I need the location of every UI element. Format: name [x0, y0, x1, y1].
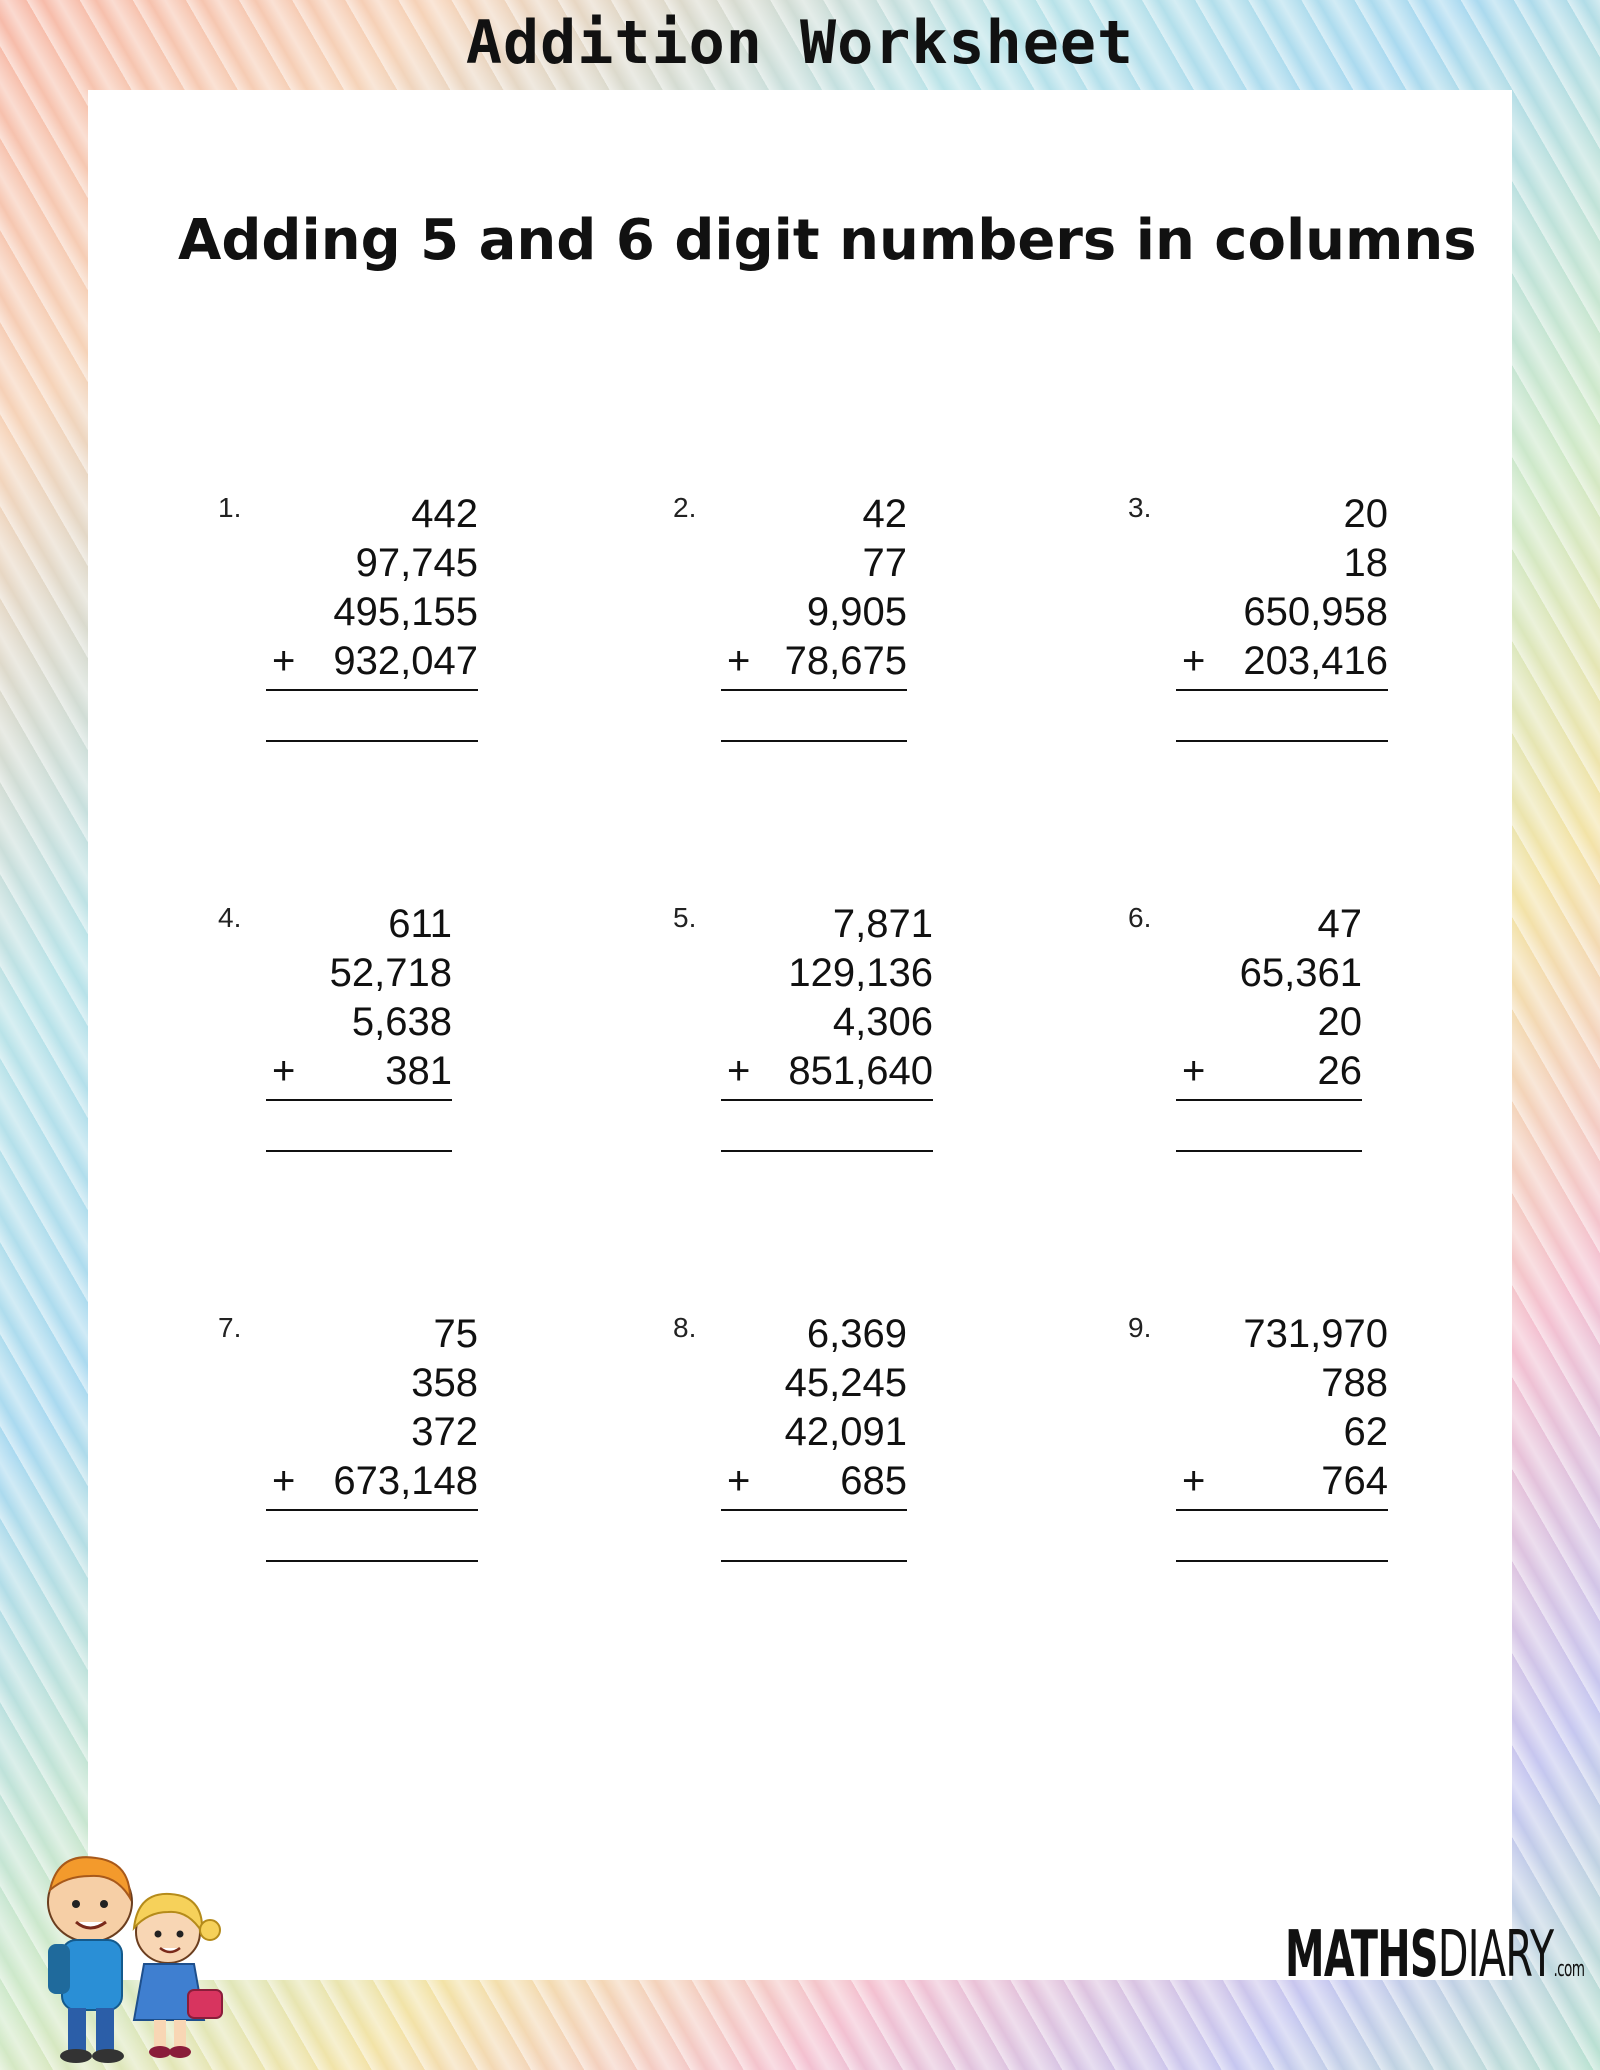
problem-2: [673, 490, 1013, 770]
addition-stack: [1176, 490, 1388, 742]
sum-rule: [721, 1099, 933, 1101]
logo-suffix: .com: [1553, 1957, 1585, 1982]
sum-rule: [266, 1509, 478, 1511]
problem-number: 5.: [673, 902, 697, 933]
answer-line: [266, 1150, 452, 1152]
addend: 97,745: [355, 541, 478, 585]
addition-stack: [266, 1310, 478, 1562]
addend: 4,306: [832, 1000, 933, 1044]
last-addend-row: [1176, 1457, 1388, 1506]
problem-number: 2.: [673, 492, 697, 523]
addition-stack: [1176, 1310, 1388, 1562]
worksheet-sheet: [88, 90, 1512, 1980]
addend: 9,905: [806, 590, 907, 634]
sum-rule: [721, 1509, 907, 1511]
answer-line: [721, 1560, 907, 1562]
kids-illustration: [18, 1840, 238, 2070]
addend: 65,361: [1239, 951, 1362, 995]
last-addend-row: [1176, 1047, 1362, 1096]
addend: 851,640: [788, 1049, 933, 1093]
addend: 129,136: [788, 951, 933, 995]
logo-light-part: DIARY: [1437, 1918, 1554, 1992]
problem-number: 8.: [673, 1312, 697, 1343]
last-addend-row: [1176, 637, 1388, 686]
answer-line: [721, 1150, 933, 1152]
addend: 6,369: [806, 1312, 907, 1356]
addend: 495,155: [333, 590, 478, 634]
last-addend-row: [721, 1047, 933, 1096]
addend: 47: [1317, 902, 1362, 946]
problem-number: 3.: [1128, 492, 1152, 523]
addition-stack: [266, 900, 452, 1152]
worksheet-subtitle: Adding 5 and 6 digit numbers in columns: [178, 208, 1477, 273]
mathsdiary-logo: [1285, 1918, 1584, 1992]
answer-line: [721, 740, 907, 742]
sum-rule: [1176, 689, 1388, 691]
addition-stack: [1176, 900, 1362, 1152]
plus-sign: +: [1182, 1459, 1206, 1503]
answer-line: [1176, 740, 1388, 742]
sum-rule: [266, 1099, 452, 1101]
addend: 20: [1343, 492, 1388, 536]
addend: 650,958: [1243, 590, 1388, 634]
problem-number: 7.: [218, 1312, 242, 1343]
addend: 5,638: [351, 1000, 452, 1044]
sum-rule: [266, 689, 478, 691]
addend: 372: [411, 1410, 478, 1454]
addend: 381: [385, 1049, 452, 1093]
problem-4: [218, 900, 558, 1180]
sum-rule: [1176, 1509, 1388, 1511]
sum-rule: [1176, 1099, 1362, 1101]
addend: 42,091: [784, 1410, 907, 1454]
addend: 77: [862, 541, 907, 585]
addend: 358: [411, 1361, 478, 1405]
addition-stack: [721, 1310, 907, 1562]
plus-sign: +: [727, 1459, 751, 1503]
problem-number: 6.: [1128, 902, 1152, 933]
plus-sign: +: [1182, 639, 1206, 683]
addend: 18: [1343, 541, 1388, 585]
plus-sign: +: [727, 1049, 751, 1093]
addition-stack: [266, 490, 478, 742]
plus-sign: +: [1182, 1049, 1206, 1093]
addend: 7,871: [832, 902, 933, 946]
problem-number: 9.: [1128, 1312, 1152, 1343]
last-addend-row: [266, 1047, 452, 1096]
problem-8: [673, 1310, 1013, 1590]
answer-line: [266, 1560, 478, 1562]
problem-6: [1128, 900, 1468, 1180]
last-addend-row: [266, 637, 478, 686]
problem-5: [673, 900, 1013, 1180]
addend: 731,970: [1243, 1312, 1388, 1356]
answer-line: [1176, 1560, 1388, 1562]
addend: 764: [1321, 1459, 1388, 1503]
addend: 611: [388, 902, 452, 946]
addend: 42: [862, 492, 907, 536]
addition-stack: [721, 900, 933, 1152]
worksheet-title: Addition Worksheet: [465, 8, 1135, 78]
plus-sign: +: [727, 639, 751, 683]
sum-rule: [721, 689, 907, 691]
logo-bold-part: MATHS: [1285, 1918, 1438, 1992]
answer-line: [1176, 1150, 1362, 1152]
last-addend-row: [266, 1457, 478, 1506]
problem-number: 4.: [218, 902, 242, 933]
problem-9: [1128, 1310, 1468, 1590]
addend: 932,047: [333, 639, 478, 683]
addend: 26: [1317, 1049, 1362, 1093]
addend: 45,245: [784, 1361, 907, 1405]
addend: 203,416: [1243, 639, 1388, 683]
addend: 52,718: [329, 951, 452, 995]
last-addend-row: [721, 637, 907, 686]
problem-7: [218, 1310, 558, 1590]
last-addend-row: [721, 1457, 907, 1506]
addend: 685: [840, 1459, 907, 1503]
addend: 442: [411, 492, 478, 536]
addition-stack: [721, 490, 907, 742]
addend: 62: [1343, 1410, 1388, 1454]
plus-sign: +: [272, 1459, 296, 1503]
addend: 673,148: [333, 1459, 478, 1503]
plus-sign: +: [272, 1049, 296, 1093]
addend: 788: [1321, 1361, 1388, 1405]
addend: 78,675: [784, 639, 907, 683]
problem-1: [218, 490, 558, 770]
plus-sign: +: [272, 639, 296, 683]
problem-number: 1.: [218, 492, 242, 523]
problem-3: [1128, 490, 1468, 770]
answer-line: [266, 740, 478, 742]
addend: 75: [433, 1312, 478, 1356]
addend: 20: [1317, 1000, 1362, 1044]
